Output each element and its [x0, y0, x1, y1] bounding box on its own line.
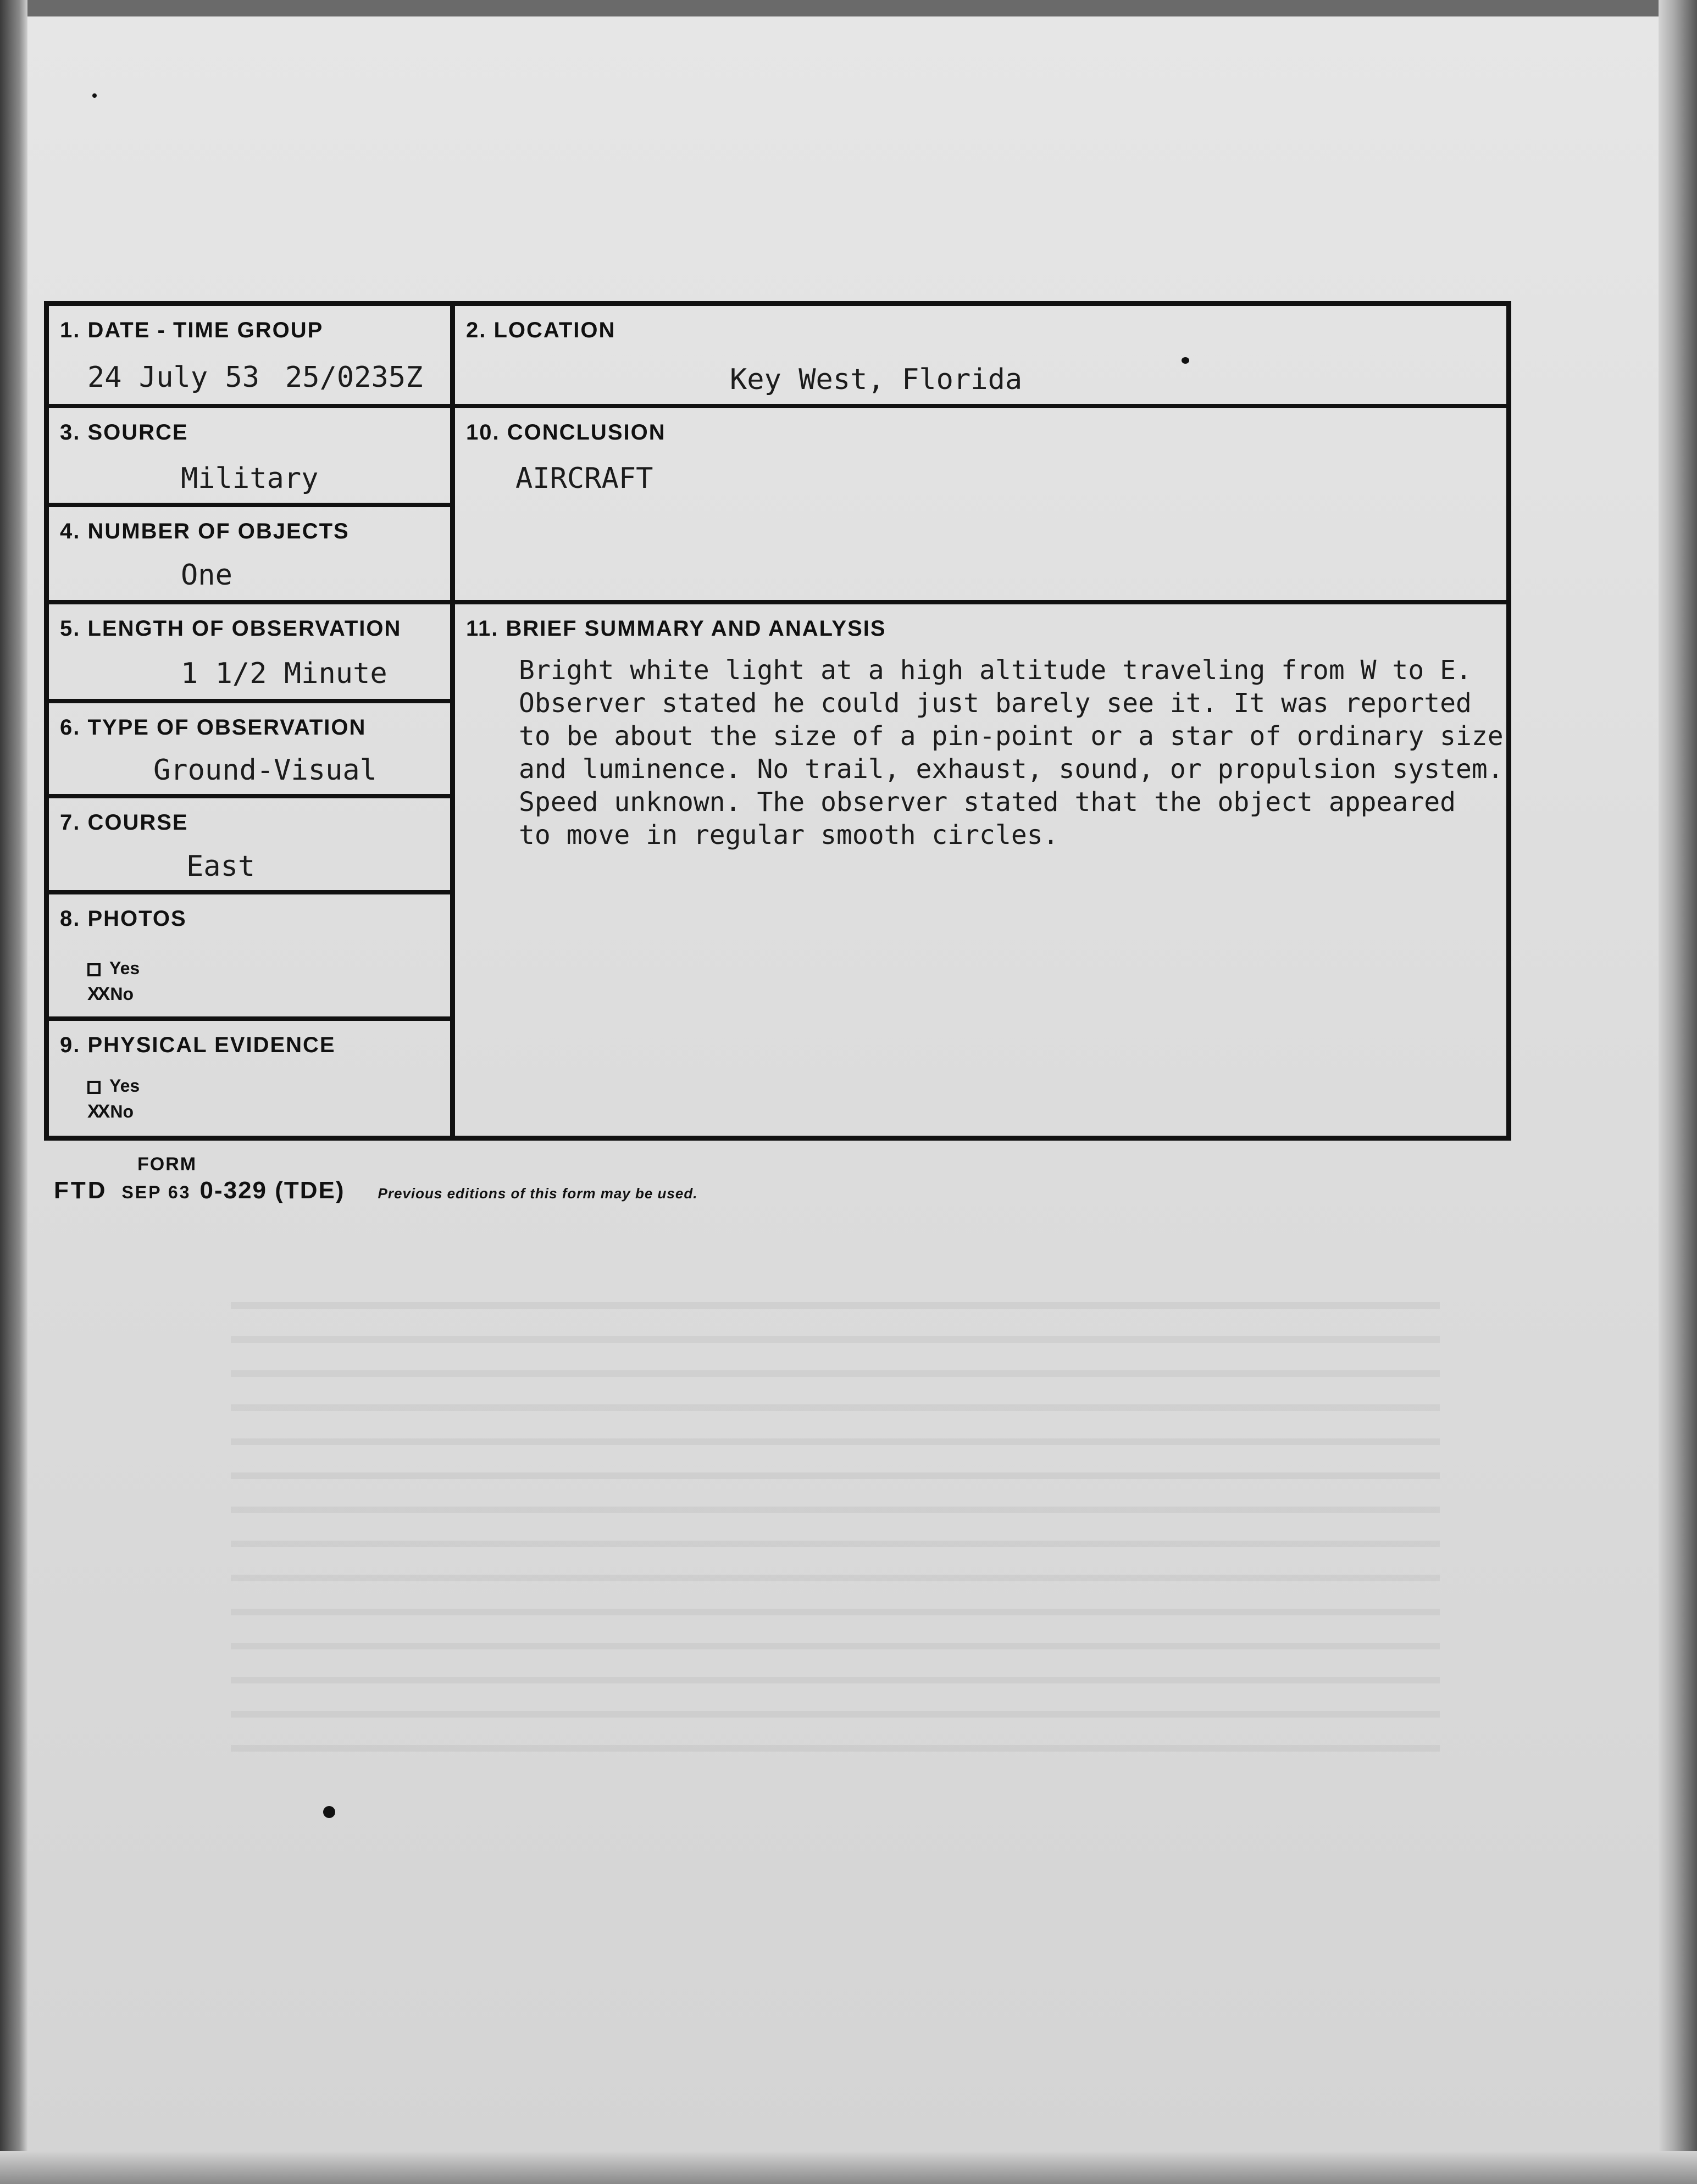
footer-ftd: FTD	[54, 1177, 108, 1204]
row-divider	[49, 1016, 450, 1021]
row-divider	[49, 699, 450, 703]
type-of-observation-value: Ground-Visual	[153, 754, 377, 787]
number-of-objects-value: One	[181, 559, 232, 592]
scan-edge-top	[0, 0, 1697, 16]
field-label: 4. NUMBER OF OBJECTS	[60, 519, 350, 543]
field-label: 8. PHOTOS	[60, 907, 187, 931]
option-label: No	[110, 984, 134, 1004]
physical-evidence-no-option[interactable]	[87, 1101, 134, 1122]
field-brief-summary	[455, 604, 1506, 1136]
field-conclusion	[455, 408, 1506, 600]
row-divider	[49, 600, 1506, 604]
row-divider	[49, 890, 450, 894]
source-value: Military	[181, 462, 319, 495]
row-divider	[49, 503, 450, 507]
checkbox-marked-icon: XX	[87, 983, 108, 1004]
checkbox-marked-icon: XX	[87, 1101, 108, 1122]
option-label: Yes	[109, 1076, 140, 1096]
field-length-of-observation	[49, 604, 450, 699]
scan-speck	[1182, 357, 1189, 364]
option-label: No	[110, 1102, 134, 1121]
summary-text: Bright white light at a high altitude traveling from W to E. Observer stated he could just barely see it. It was reported to be about the size of a pin-point or a star of ordinary size and luminence. No trail, exhaust, sound, or propulsion system. Speed unknown. The observer stated that the object appeared to move in regular smooth circles.	[519, 655, 1504, 851]
scan-edge-right	[1659, 0, 1697, 2184]
photos-yes-option[interactable]	[87, 958, 140, 979]
field-label: 6. TYPE OF OBSERVATION	[60, 715, 367, 740]
field-location	[455, 306, 1506, 404]
bleed-through-lines	[231, 1275, 1440, 1769]
field-label: 11. BRIEF SUMMARY AND ANALYSIS	[466, 616, 886, 641]
row-divider	[49, 794, 450, 798]
scan-speck	[92, 93, 97, 98]
length-of-observation-value: 1 1/2 Minute	[181, 657, 387, 690]
footer-previous-editions: Previous editions of this form may be used.	[378, 1185, 698, 1202]
physical-evidence-yes-option[interactable]	[87, 1076, 140, 1096]
option-label: Yes	[109, 958, 140, 978]
checkbox-empty-icon	[87, 963, 101, 976]
field-number-of-objects	[49, 507, 450, 600]
field-label: 10. CONCLUSION	[466, 420, 666, 444]
scan-edge-left	[0, 0, 27, 2184]
photos-no-option[interactable]	[87, 983, 134, 1005]
field-physical-evidence	[49, 1021, 450, 1136]
field-label: 3. SOURCE	[60, 420, 188, 444]
field-course	[49, 798, 450, 890]
footer-date: SEP 63	[121, 1182, 191, 1202]
location-value: Key West, Florida	[730, 363, 1023, 396]
field-photos	[49, 894, 450, 1016]
scan-edge-bottom	[0, 2151, 1697, 2184]
footer-form-word: FORM	[137, 1154, 197, 1175]
form-footer	[54, 1177, 697, 1204]
field-source	[49, 408, 450, 503]
scan-speck	[323, 1806, 335, 1818]
field-date-time-group	[49, 306, 450, 404]
project-card-form	[44, 301, 1511, 1141]
course-value: East	[186, 850, 256, 883]
field-label: 5. LENGTH OF OBSERVATION	[60, 616, 402, 641]
field-label: 2. LOCATION	[466, 318, 616, 342]
field-label: 1. DATE - TIME GROUP	[60, 318, 324, 342]
date-value: 24 July 53	[87, 361, 260, 394]
checkbox-empty-icon	[87, 1081, 101, 1094]
time-value: 25/0235Z	[285, 361, 423, 394]
field-type-of-observation	[49, 703, 450, 794]
conclusion-value: AIRCRAFT	[515, 462, 653, 495]
column-divider	[450, 306, 455, 1136]
row-divider	[49, 404, 1506, 408]
footer-form-number: 0-329 (TDE)	[199, 1177, 345, 1204]
field-label: 7. COURSE	[60, 810, 188, 835]
field-label: 9. PHYSICAL EVIDENCE	[60, 1033, 336, 1057]
